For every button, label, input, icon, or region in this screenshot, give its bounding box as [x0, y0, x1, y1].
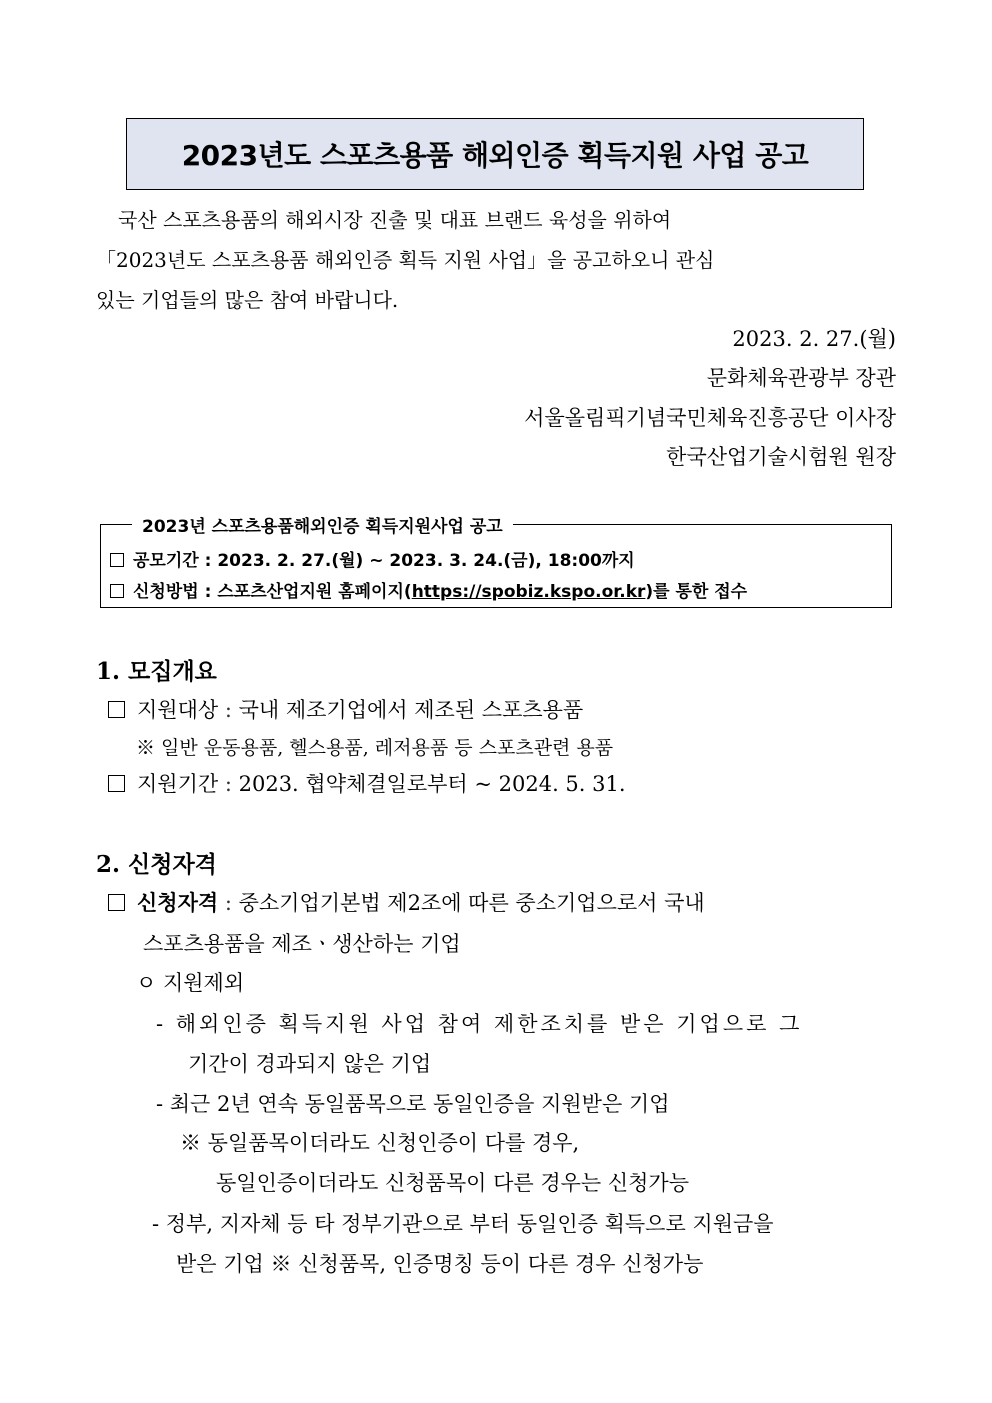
signatory-3: 한국산업기술시험원 원장	[666, 445, 896, 469]
checkbox-icon	[108, 701, 125, 718]
section2-heading: 2. 신청자격	[96, 851, 217, 878]
notice-period-value: 2023. 2. 27.(월) ~ 2023. 3. 24.(금), 18:00까지	[217, 551, 635, 571]
notice-method-suffix: )를 통한 접수	[645, 582, 748, 602]
checkbox-icon	[108, 775, 125, 792]
section1-target-note: ※ 일반 운동용품, 헬스용품, 레저용품 등 스포츠관련 용품	[136, 737, 614, 759]
exclusion-1-line-1: - 해외인증 획득지원 사업 참여 제한조치를 받은 기업으로 그	[156, 1012, 803, 1036]
period-value: 2023. 협약체결일로부터 ~ 2024. 5. 31.	[238, 772, 626, 796]
exclusion-2-line-1: - 최근 2년 연속 동일품목으로 동일인증을 지원받은 기업	[156, 1092, 670, 1116]
section1-period: 지원기간 : 2023. 협약체결일로부터 ~ 2024. 5. 31.	[108, 768, 626, 798]
notice-method-label: 신청방법	[133, 582, 199, 602]
qualification-label: 신청자격	[137, 890, 219, 915]
announcement-date: 2023. 2. 27.(월)	[732, 327, 896, 351]
page-title: 2023년도 스포츠용품 해외인증 획득지원 사업 공고	[181, 139, 809, 172]
exclusion-1-line-2: 기간이 경과되지 않은 기업	[188, 1052, 432, 1076]
notice-method-prefix: 스포츠산업지원 홈페이지(	[217, 582, 412, 602]
exclusion-2-note-2: 동일인증이더라도 신청품목이 다른 경우는 신청가능	[216, 1171, 689, 1195]
signatory-1: 문화체육관광부 장관	[706, 366, 896, 390]
notice-period: 공모기간 : 2023. 2. 27.(월) ~ 2023. 3. 24.(금), 18:00까지	[110, 546, 635, 571]
section1-heading: 1. 모집개요	[96, 658, 217, 685]
exclusion-3-line-2: 받은 기업 ※ 신청품목, 인증명칭 등이 다른 경우 신청가능	[176, 1252, 704, 1276]
checkbox-icon	[110, 553, 124, 567]
title-box	[126, 118, 864, 190]
period-label: 지원기간	[137, 772, 219, 796]
homepage-link[interactable]: https://spobiz.kspo.or.kr	[411, 582, 646, 602]
exclusion-3-line-1: - 정부, 지자체 등 타 정부기관으로 부터 동일인증 획득으로 지원금을	[152, 1212, 774, 1236]
intro-line-1: 국산 스포츠용품의 해외시장 진출 및 대표 브랜드 육성을 위하여	[118, 208, 672, 232]
exclusion-2-note-1: ※ 동일품목이더라도 신청인증이 다를 경우,	[180, 1131, 580, 1155]
signatory-2: 서울올림픽기념국민체육진흥공단 이사장	[524, 406, 896, 430]
target-label: 지원대상	[137, 698, 219, 722]
section1-target: 지원대상 : 국내 제조기업에서 제조된 스포츠용품	[108, 694, 583, 724]
qualification-line-1: 중소기업기본법 제2조에 따른 중소기업으로서 국내	[238, 891, 705, 915]
checkbox-icon	[108, 894, 125, 911]
checkbox-icon	[110, 584, 124, 598]
qualification-line-2: 스포츠용품을 제조ㆍ생산하는 기업	[143, 932, 461, 956]
notice-method: 신청방법 : 스포츠산업지원 홈페이지(https://spobiz.kspo.or.kr)를 통한 접수	[110, 577, 747, 602]
notice-period-label: 공모기간	[133, 551, 199, 571]
exclusion-heading: ㅇ 지원제외	[136, 971, 245, 995]
notice-legend: 2023년 스포츠용품해외인증 획득지원사업 공고	[132, 512, 513, 537]
intro-line-3: 있는 기업들의 많은 참여 바랍니다.	[96, 288, 399, 312]
target-value: 국내 제조기업에서 제조된 스포츠용품	[238, 698, 584, 722]
section2-qualification: 신청자격 : 중소기업기본법 제2조에 따른 중소기업으로서 국내	[108, 887, 705, 917]
intro-line-2: 「2023년도 스포츠용품 해외인증 획득 지원 사업」을 공고하오니 관심	[96, 248, 715, 272]
